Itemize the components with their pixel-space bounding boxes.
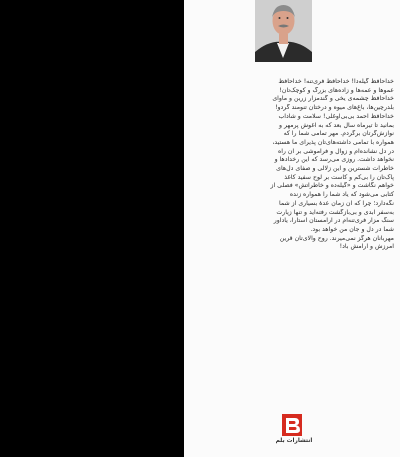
text-line-18: شما در دل و جان من خواهد بود. bbox=[310, 225, 394, 233]
back-cover-text bbox=[198, 78, 394, 330]
text-line-11: خاطرات شسترین و این زلالی و صفای دل‌های bbox=[276, 165, 394, 173]
text-line-19: مهربانان هرگز نمی‌میرند. روح والای‌تان قرین bbox=[279, 234, 394, 242]
back-cover bbox=[184, 0, 400, 457]
author-photo-image bbox=[255, 0, 312, 62]
text-line-7: نوازش‌گرتان برگردم. مهر تمامی شما را که bbox=[283, 130, 394, 138]
dark-background-panel bbox=[0, 0, 184, 457]
text-line-8: همواره با تمامی داشته‌های‌تان پذیرای ما هستید، bbox=[272, 138, 394, 146]
text-line-17: سنگ مزار فری‌تنه‌ام در آرامستان آستارا، یادآور bbox=[273, 217, 394, 225]
text-line-2: عموها و عمه‌ها و زاده‌های بزرگ و کوچک‌تان! bbox=[279, 86, 394, 94]
text-line-5: خداحافظ احمد بی‌بی‌اوغلی! سلامت و شاداب bbox=[278, 112, 394, 120]
text-line-9: در دل نشانده‌ام و زوال و فراموشی بر آن راه bbox=[277, 147, 394, 155]
text-line-10: نخواهد داشت. روزی می‌رسد که این رخدادها و bbox=[274, 156, 394, 164]
publisher-logo-icon bbox=[280, 413, 304, 437]
text-line-4: بلدرچین‌ها، باغ‌های میوه و درختان تنومند گردو! bbox=[275, 104, 394, 112]
text-line-20: آمرزش و آرامش باد! bbox=[339, 243, 394, 251]
text-line-16: به‌سفر ابدی و بی‌بازگشت رفته‌اید و تنها زیارت bbox=[276, 208, 394, 216]
text-line-3: خداحافظ چشمه‌ی یخی و گندمزار زرین و مأوای bbox=[272, 95, 394, 103]
text-line-12: پاک‌تان را بی‌کم و کاست بر لوح سفید کاغذ bbox=[284, 173, 394, 181]
text-line-14: کتابی می‌شود که یاد شما را همواره زنده bbox=[289, 191, 394, 199]
publisher-logo bbox=[280, 413, 304, 437]
text-line-13: خواهم نگاشت و «گیله‌ده و خاطراتش» فصلی از bbox=[270, 182, 394, 190]
text-line-15: نگه‌دارد؛ چرا که آن زمان عدهٔ بسیاری از شما bbox=[279, 199, 394, 207]
text-line-1: خداحافظ گیله‌دا! خداحافظ فری‌تنه! خداحافظ bbox=[278, 78, 394, 85]
publisher-name: انتشارات بلم bbox=[275, 438, 313, 444]
text-line-6: بمانید تا تیرماه سال بعد که به آغوش پرمهر و bbox=[278, 121, 394, 129]
author-photo bbox=[255, 0, 312, 62]
